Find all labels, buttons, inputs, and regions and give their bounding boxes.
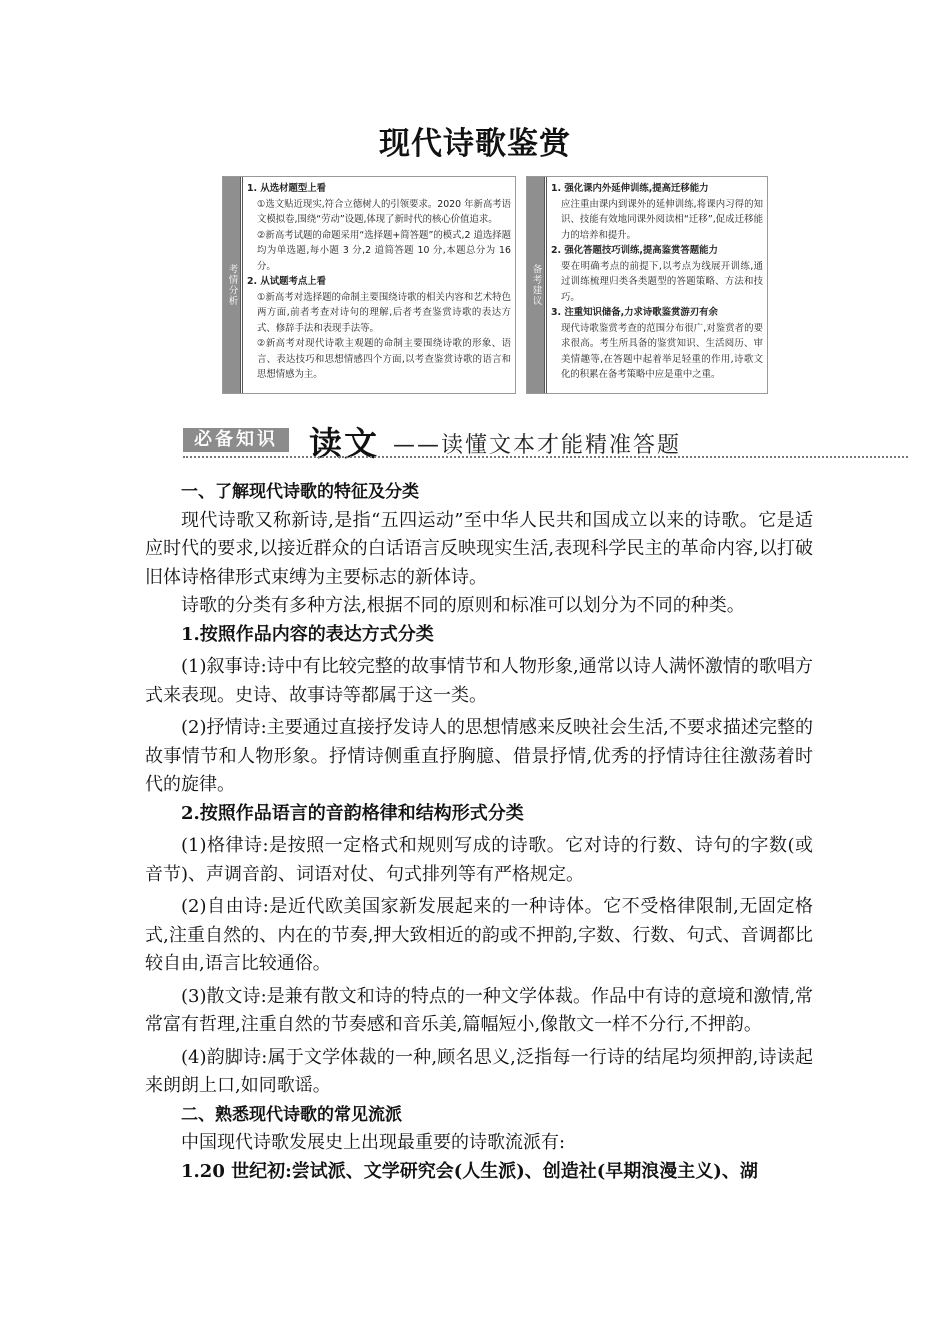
paragraph: (1)叙事诗:诗中有比较完整的故事情节和人物形象,通常以诗人满怀激情的歌唱方式来表现。史诗、故事诗等都属于这一类。 xyxy=(145,656,813,706)
banner-subheading: ——读懂文本才能精准答题 xyxy=(393,433,682,458)
box-paragraph: ②新高考试题的命题采用“选择题+简答题”的模式,2 道选择题均为单选题,每小题 3 分,2 道简答题 10 分,本题总分为 16 分。 xyxy=(257,229,511,272)
box-paragraph: ②新高考对现代诗歌主观题的命制主要围绕诗歌的形象、语言、表达技巧和思想情感四个方面,以考查鉴赏诗歌的语言和思想情感为主。 xyxy=(257,338,511,380)
section-heading: 一、了解现代诗歌的特征及分类 xyxy=(181,482,419,502)
box-divider xyxy=(240,177,243,393)
exam-analysis-side-label: 考情分析 xyxy=(223,177,240,393)
box-paragraph: 要在明确考点的前提下,以考点为线展开训练,通过训练梳理归类各类题型的答题策略、方法和技巧。 xyxy=(561,260,763,303)
box-paragraph: 应注重由课内到课外的延伸训练,将课内习得的知识、技能有效地同课外阅读相“迁移”,促成迁移能力的培养和提升。 xyxy=(561,198,763,241)
section-heading: 二、熟悉现代诗歌的常见流派 xyxy=(181,1104,402,1125)
prep-advice-box xyxy=(526,176,768,394)
box-heading: 2. 强化答题技巧训练,提高鉴赏答题能力 xyxy=(551,245,718,256)
box-paragraph: ①选文贴近现实,符合立德树人的引领要求。2020 年新高考语文模拟卷,围绕“劳动”设题,体现了新时代的核心价值追求。 xyxy=(257,198,511,225)
subsection-heading: 1.20 世纪初:尝试派、文学研究会(人生派)、创造社(早期浪漫主义)、湖 xyxy=(181,1160,758,1182)
page-title: 现代诗歌鉴赏 xyxy=(379,126,571,162)
box-paragraph: ①新高考对选择题的命制主要围绕诗歌的相关内容和艺术特色两方面,前者考查对诗句的理解,后者考查鉴赏诗歌的表达方式、修辞手法和表现手法等。 xyxy=(257,291,511,334)
section-banner xyxy=(183,418,903,463)
exam-analysis-content xyxy=(247,181,511,383)
box-heading: 2. 从试题考点上看 xyxy=(247,276,326,287)
subsection-heading: 1.按照作品内容的表达方式分类 xyxy=(181,623,434,645)
paragraph: (4)韵脚诗:属于文学体裁的一种,顾名思义,泛指每一行诗的结尾均须押韵,诗读起来朗朗上口,如同歌谣。 xyxy=(145,1046,813,1096)
paragraph: (1)格律诗:是按照一定格式和规则写成的诗歌。它对诗的行数、诗句的字数(或音节)、声调音韵、词语对仗、句式排列等有严格规定。 xyxy=(145,835,813,885)
paragraph: 现代诗歌又称新诗,是指“五四运动”至中华人民共和国成立以来的诗歌。它是适应时代的要求,以接近群众的白话语言反映现实生活,表现科学民主的革命内容,以打破旧体诗格律形式束缚为主要标志的新体诗。 xyxy=(145,509,813,588)
paragraph: 诗歌的分类有多种方法,根据不同的原则和标准可以划分为不同的种类。 xyxy=(181,595,745,616)
exam-analysis-box xyxy=(222,176,516,394)
paragraph: (3)散文诗:是兼有散文和诗的特点的一种文学体裁。作品中有诗的意境和激情,常常富有哲理,注重自然的节奏感和音乐美,篇幅短小,像散文一样不分行,不押韵。 xyxy=(145,985,813,1035)
box-divider xyxy=(544,177,547,393)
prep-advice-side-label: 备考建议 xyxy=(527,177,544,393)
box-heading: 3. 注重知识储备,力求诗歌鉴赏游刃有余 xyxy=(551,307,718,318)
box-paragraph: 现代诗歌鉴赏考查的范围分布很广,对鉴赏者的要求很高。考生所具备的鉴赏知识、生活阅历、审美情趣等,在答题中起着举足轻重的作用,诗歌文化的积累在备考策略中应是重中之重。 xyxy=(561,322,763,380)
paragraph: (2)自由诗:是近代欧美国家新发展起来的一种诗体。它不受格律限制,无固定格式,注重自然的、内在的节奏,押大致相近的韵或不押韵,字数、行数、句式、音调都比较自由,语言比较通俗。 xyxy=(145,896,813,974)
banner-heading: 读文 xyxy=(309,424,379,463)
prep-advice-content xyxy=(551,181,763,383)
paragraph: 中国现代诗歌发展史上出现最重要的诗歌流派有: xyxy=(181,1132,566,1153)
paragraph: (2)抒情诗:主要通过直接抒发诗人的思想情感来反映社会生活,不要求描述完整的故事情节和人物形象。抒情诗侧重直抒胸臆、借景抒情,优秀的抒情诗往往激荡着时代的旋律。 xyxy=(145,717,813,795)
box-heading: 1. 从选材题型上看 xyxy=(247,183,326,194)
subsection-heading: 2.按照作品语言的音韵格律和结构形式分类 xyxy=(181,802,524,824)
article-body xyxy=(145,478,813,1186)
box-heading: 1. 强化课内外延伸训练,提高迁移能力 xyxy=(551,183,709,194)
banner-tag: 必备知识 xyxy=(183,428,289,452)
dotted-divider xyxy=(183,456,908,458)
